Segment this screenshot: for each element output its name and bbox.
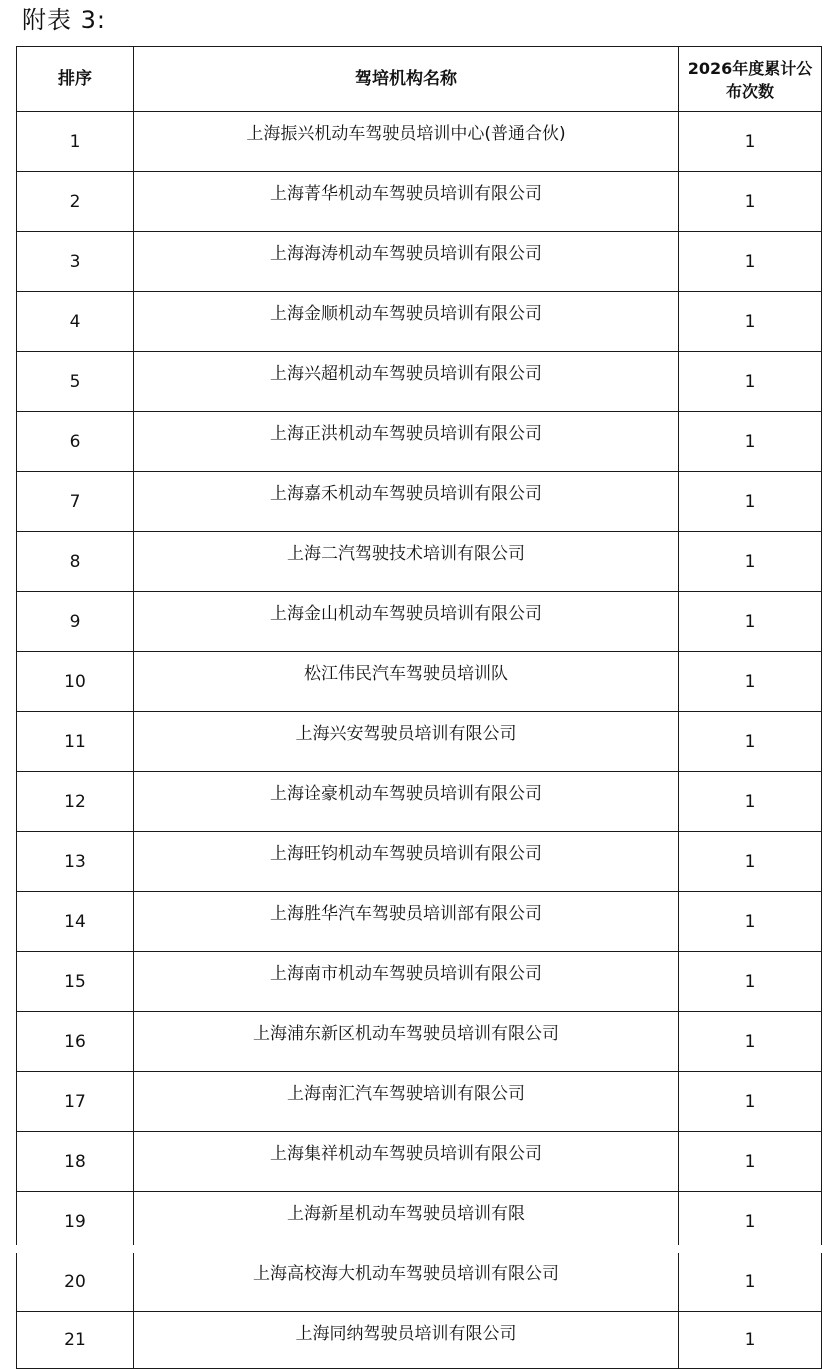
institution-name-cell: 上海新星机动车驾驶员培训有限 xyxy=(134,1192,679,1252)
header-cumulative-count: 2026年度累计公布次数 xyxy=(679,47,822,112)
page-title: 附表 3: xyxy=(22,6,106,34)
count-cell: 1 xyxy=(679,1312,822,1369)
institution-name-cell: 上海诠豪机动车驾驶员培训有限公司 xyxy=(134,772,679,832)
table-header xyxy=(17,47,822,112)
table-row xyxy=(17,532,822,592)
rank-cell: 3 xyxy=(17,232,134,292)
institution-name-cell: 上海集祥机动车驾驶员培训有限公司 xyxy=(134,1132,679,1192)
rank-cell: 15 xyxy=(17,952,134,1012)
count-cell: 1 xyxy=(679,232,822,292)
table-row xyxy=(17,1312,822,1369)
table-row xyxy=(17,232,822,292)
rank-cell: 9 xyxy=(17,592,134,652)
count-cell: 1 xyxy=(679,472,822,532)
rank-cell: 16 xyxy=(17,1012,134,1072)
count-cell: 1 xyxy=(679,1192,822,1252)
institution-name-cell: 上海菁华机动车驾驶员培训有限公司 xyxy=(134,172,679,232)
header-rank: 排序 xyxy=(17,47,134,112)
count-cell: 1 xyxy=(679,652,822,712)
table-row xyxy=(17,892,822,952)
count-cell: 1 xyxy=(679,1012,822,1072)
rank-cell: 12 xyxy=(17,772,134,832)
table-row xyxy=(17,352,822,412)
institution-name-cell: 上海南汇汽车驾驶培训有限公司 xyxy=(134,1072,679,1132)
header-row xyxy=(17,47,822,112)
rank-cell: 20 xyxy=(17,1252,134,1312)
institution-name-cell: 松江伟民汽车驾驶员培训队 xyxy=(134,652,679,712)
count-cell: 1 xyxy=(679,292,822,352)
count-cell: 1 xyxy=(679,892,822,952)
institution-name-cell: 上海嘉禾机动车驾驶员培训有限公司 xyxy=(134,472,679,532)
table-row xyxy=(17,952,822,1012)
table-row xyxy=(17,292,822,352)
table-row xyxy=(17,592,822,652)
count-cell: 1 xyxy=(679,1132,822,1192)
table-row xyxy=(17,172,822,232)
rank-cell: 8 xyxy=(17,532,134,592)
count-cell: 1 xyxy=(679,352,822,412)
count-cell: 1 xyxy=(679,592,822,652)
count-cell: 1 xyxy=(679,112,822,172)
institution-name-cell: 上海南市机动车驾驶员培训有限公司 xyxy=(134,952,679,1012)
training-institutions-table xyxy=(16,46,822,1369)
count-cell: 1 xyxy=(679,1252,822,1312)
table-row xyxy=(17,832,822,892)
count-cell: 1 xyxy=(679,1072,822,1132)
count-cell: 1 xyxy=(679,772,822,832)
table-row xyxy=(17,712,822,772)
count-cell: 1 xyxy=(679,412,822,472)
rank-cell: 21 xyxy=(17,1312,134,1369)
institution-name-cell: 上海浦东新区机动车驾驶员培训有限公司 xyxy=(134,1012,679,1072)
table-row xyxy=(17,1192,822,1252)
rank-cell: 6 xyxy=(17,412,134,472)
count-cell: 1 xyxy=(679,832,822,892)
table-row xyxy=(17,1072,822,1132)
table-body xyxy=(17,112,822,1369)
rank-cell: 10 xyxy=(17,652,134,712)
header-institution-name: 驾培机构名称 xyxy=(134,47,679,112)
page-bottom-edge xyxy=(0,1245,834,1253)
institution-name-cell: 上海金山机动车驾驶员培训有限公司 xyxy=(134,592,679,652)
count-cell: 1 xyxy=(679,532,822,592)
institution-name-cell: 上海旺钧机动车驾驶员培训有限公司 xyxy=(134,832,679,892)
institution-name-cell: 上海二汽驾驶技术培训有限公司 xyxy=(134,532,679,592)
table-row xyxy=(17,1012,822,1072)
count-cell: 1 xyxy=(679,712,822,772)
institution-name-cell: 上海兴安驾驶员培训有限公司 xyxy=(134,712,679,772)
rank-cell: 2 xyxy=(17,172,134,232)
rank-cell: 19 xyxy=(17,1192,134,1252)
rank-cell: 17 xyxy=(17,1072,134,1132)
institution-name-cell: 上海正洪机动车驾驶员培训有限公司 xyxy=(134,412,679,472)
table-row xyxy=(17,472,822,532)
rank-cell: 1 xyxy=(17,112,134,172)
institution-name-cell: 上海胜华汽车驾驶员培训部有限公司 xyxy=(134,892,679,952)
rank-cell: 5 xyxy=(17,352,134,412)
count-cell: 1 xyxy=(679,172,822,232)
institution-name-cell: 上海金顺机动车驾驶员培训有限公司 xyxy=(134,292,679,352)
institution-name-cell: 上海海涛机动车驾驶员培训有限公司 xyxy=(134,232,679,292)
table-row xyxy=(17,112,822,172)
rank-cell: 18 xyxy=(17,1132,134,1192)
institution-name-cell: 上海同纳驾驶员培训有限公司 xyxy=(134,1312,679,1369)
table-row xyxy=(17,412,822,472)
rank-cell: 13 xyxy=(17,832,134,892)
rank-cell: 7 xyxy=(17,472,134,532)
table-row xyxy=(17,652,822,712)
table-row xyxy=(17,1252,822,1312)
institution-name-cell: 上海振兴机动车驾驶员培训中心(普通合伙) xyxy=(134,112,679,172)
count-cell: 1 xyxy=(679,952,822,1012)
rank-cell: 14 xyxy=(17,892,134,952)
institution-name-cell: 上海兴超机动车驾驶员培训有限公司 xyxy=(134,352,679,412)
table-row xyxy=(17,772,822,832)
rank-cell: 4 xyxy=(17,292,134,352)
table-row xyxy=(17,1132,822,1192)
rank-cell: 11 xyxy=(17,712,134,772)
institution-name-cell: 上海高校海大机动车驾驶员培训有限公司 xyxy=(134,1252,679,1312)
